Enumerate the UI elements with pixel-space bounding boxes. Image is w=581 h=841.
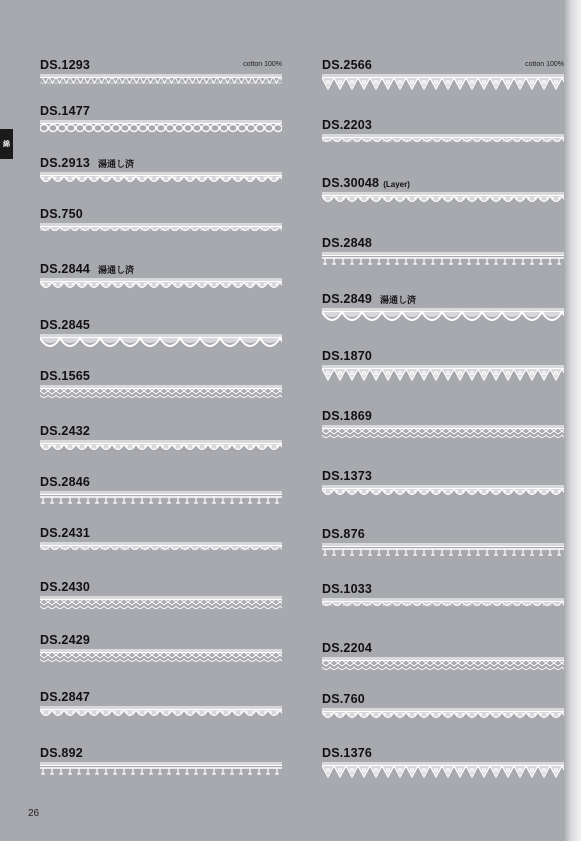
material-label: cotton 100%: [525, 61, 564, 68]
lace-code: [40, 58, 90, 72]
lace-item: [40, 424, 282, 468]
lace-code: [40, 475, 90, 489]
lace-code-text: DS.1033: [322, 582, 373, 596]
lace-code-text: DS.876: [322, 527, 365, 541]
lace-note: (Layer): [383, 180, 410, 189]
lace-item: [322, 527, 564, 571]
lace-code: [322, 236, 372, 250]
lace-sample-image: [322, 191, 564, 213]
lace-pattern: [322, 307, 564, 329]
lace-code-text: DS.2849: [322, 292, 373, 306]
lace-sample-image: [40, 490, 282, 512]
lace-pattern: [322, 251, 564, 273]
category-tab: [0, 129, 13, 159]
lace-code-text: DS.2913: [40, 156, 91, 170]
lace-code: [322, 527, 365, 541]
lace-sample-image: [322, 307, 564, 329]
lace-sample-image: [40, 277, 282, 299]
lace-sample-image: [40, 119, 282, 141]
lace-pattern: [40, 277, 282, 299]
lace-item: [40, 526, 282, 570]
lace-sample-image: [40, 171, 282, 193]
lace-item: [322, 641, 564, 685]
lace-code: [40, 318, 90, 332]
lace-code: [322, 292, 416, 307]
lace-sample-image: [40, 333, 282, 355]
lace-pattern: [322, 364, 564, 386]
lace-code-text: DS.2845: [40, 318, 91, 332]
lace-sample-image: [40, 595, 282, 617]
lace-note: 湯通し済: [380, 295, 417, 305]
lace-sample-image: [322, 364, 564, 386]
lace-item: [40, 207, 282, 251]
lace-code-text: DS.750: [40, 207, 83, 221]
lace-sample-image: [322, 484, 564, 506]
lace-code: [40, 424, 90, 438]
lace-code-text: DS.2429: [40, 633, 91, 647]
lace-sample-image: [40, 648, 282, 670]
lace-item: [40, 580, 282, 624]
lace-code: [322, 641, 372, 655]
lace-code-text: DS.2846: [40, 475, 91, 489]
lace-item: [322, 746, 564, 790]
category-tab-label: 綿: [3, 141, 10, 148]
lace-code-text: DS.1477: [40, 104, 91, 118]
lace-item: [40, 156, 282, 200]
lace-sample-image: [322, 73, 564, 95]
lace-item: [40, 633, 282, 677]
lace-item: [322, 176, 564, 220]
lace-code: [322, 349, 372, 363]
lace-item: [40, 318, 282, 362]
lace-code: [322, 746, 372, 760]
lace-pattern: [40, 119, 282, 141]
lace-pattern: [40, 761, 282, 783]
lace-note: 湯通し済: [98, 159, 135, 169]
lace-code-text: DS.2566: [322, 58, 373, 72]
lace-code-text: DS.1373: [322, 469, 373, 483]
lace-note: 湯通し済: [98, 265, 135, 275]
lace-code-text: DS.1869: [322, 409, 373, 423]
lace-item: [40, 262, 282, 306]
lace-code-text: DS.2432: [40, 424, 91, 438]
lace-code-text: DS.2431: [40, 526, 91, 540]
lace-code: [40, 104, 90, 118]
material-label: cotton 100%: [243, 61, 282, 68]
lace-item: [40, 746, 282, 790]
lace-item: [40, 369, 282, 413]
page-edge: [563, 0, 581, 841]
lace-item: [322, 236, 564, 280]
lace-code: [322, 58, 372, 72]
lace-code-text: DS.1376: [322, 746, 373, 760]
lace-item: [322, 692, 564, 736]
lace-pattern: [40, 648, 282, 670]
lace-code-text: DS.1565: [40, 369, 91, 383]
lace-pattern: [40, 439, 282, 461]
lace-code-text: DS.760: [322, 692, 365, 706]
lace-code: [322, 582, 372, 596]
lace-sample-image: [40, 761, 282, 783]
lace-pattern: [40, 705, 282, 727]
lace-code-text: DS.892: [40, 746, 83, 760]
lace-sample-image: [322, 707, 564, 729]
lace-sample-image: [40, 439, 282, 461]
lace-pattern: [322, 133, 564, 155]
lace-pattern: [322, 484, 564, 506]
lace-pattern: [40, 333, 282, 355]
lace-code-text: DS.2847: [40, 690, 91, 704]
lace-code: [322, 118, 372, 132]
lace-pattern: [40, 73, 282, 95]
lace-sample-image: [322, 424, 564, 446]
lace-pattern: [40, 595, 282, 617]
lace-sample-image: [322, 597, 564, 619]
lace-pattern: [322, 191, 564, 213]
lace-sample-image: [40, 705, 282, 727]
lace-item: [322, 58, 564, 102]
lace-sample-image: [322, 133, 564, 155]
lace-code: [40, 262, 134, 277]
lace-code: [40, 526, 90, 540]
page-number: 26: [28, 808, 40, 819]
lace-item: [322, 582, 564, 626]
lace-pattern: [40, 490, 282, 512]
lace-code: [40, 746, 83, 760]
lace-pattern: [322, 656, 564, 678]
lace-code-text: DS.2430: [40, 580, 91, 594]
lace-code-text: DS.2204: [322, 641, 373, 655]
lace-code-text: DS.1870: [322, 349, 373, 363]
lace-code: [40, 156, 134, 171]
lace-pattern: [322, 761, 564, 783]
lace-code-text: DS.1293: [40, 58, 91, 72]
lace-code: [322, 409, 372, 423]
lace-pattern: [322, 597, 564, 619]
lace-sample-image: [322, 656, 564, 678]
lace-pattern: [322, 707, 564, 729]
lace-item: [322, 292, 564, 336]
lace-item: [40, 104, 282, 148]
lace-code: [40, 580, 90, 594]
lace-item: [322, 349, 564, 393]
lace-pattern: [40, 171, 282, 193]
lace-code-text: DS.30048: [322, 176, 380, 190]
lace-pattern: [40, 384, 282, 406]
lace-item: [322, 469, 564, 513]
lace-code-text: DS.2848: [322, 236, 373, 250]
lace-code: [40, 207, 83, 221]
lace-item: [40, 475, 282, 519]
lace-pattern: [322, 542, 564, 564]
lace-sample-image: [322, 761, 564, 783]
lace-pattern: [40, 222, 282, 244]
lace-code-text: DS.2203: [322, 118, 373, 132]
lace-code: [322, 176, 410, 192]
lace-sample-image: [322, 542, 564, 564]
lace-code: [322, 692, 365, 706]
lace-pattern: [40, 541, 282, 563]
lace-item: [322, 118, 564, 162]
lace-item: [40, 690, 282, 734]
lace-sample-image: [322, 251, 564, 273]
lace-code: [40, 369, 90, 383]
lace-sample-image: [40, 73, 282, 95]
lace-pattern: [322, 73, 564, 95]
lace-code: [40, 633, 90, 647]
lace-code-text: DS.2844: [40, 262, 91, 276]
lace-item: [40, 58, 282, 102]
lace-sample-image: [40, 222, 282, 244]
lace-sample-image: [40, 541, 282, 563]
lace-sample-image: [40, 384, 282, 406]
lace-code: [322, 469, 372, 483]
lace-code: [40, 690, 90, 704]
lace-item: [322, 409, 564, 453]
lace-pattern: [322, 424, 564, 446]
